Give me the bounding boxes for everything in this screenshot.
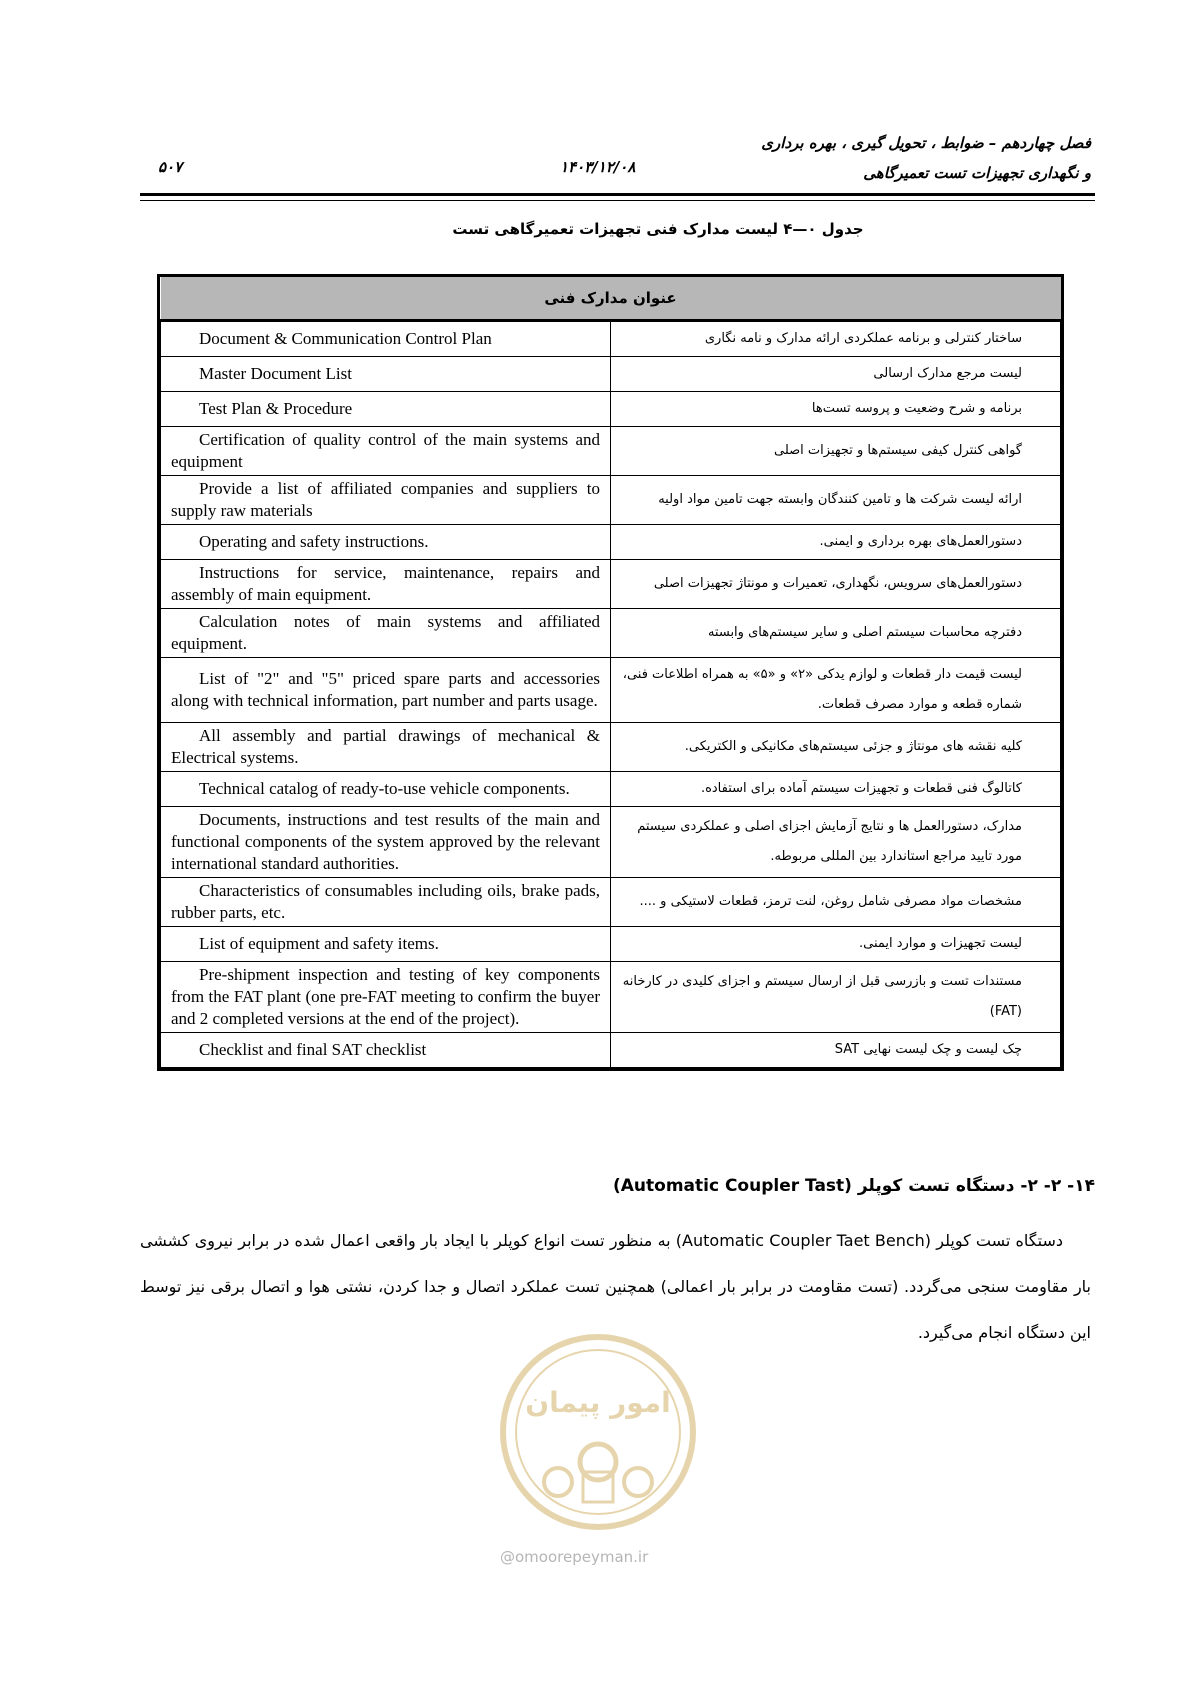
header-rule-thin bbox=[140, 200, 1095, 201]
table-row bbox=[161, 772, 1061, 807]
table-cell-persian: لیست مرجع مدارک ارسالی bbox=[611, 357, 1061, 392]
section-body: دستگاه تست کوپلر (Automatic Coupler Taet Bench) به منظور تست انواع کوپلر با ایجاد بار واقعی اعمال شده در برابر نیروی کششی بار مقاومت سنجی می‌گردد. (تست مقاومت در برابر بار اعمالی) همچنین تست عملکرد اتصال و جدا کردن، نشتی هوا و اتصال برقی نیز توسط این دستگاه انجام می‌گیرد. bbox=[140, 1231, 1091, 1342]
table-cell-english: Characteristics of consumables including oils, brake pads, rubber parts, etc. bbox=[161, 878, 611, 927]
watermark-url: @omoorepeyman.ir bbox=[500, 1548, 649, 1566]
table-cell-persian: دستورالعمل‌های بهره برداری و ایمنی. bbox=[611, 525, 1061, 560]
table-cell-persian: چک لیست و چک لیست نهایی SAT bbox=[611, 1033, 1061, 1068]
table-header: عنوان مدارک فنی bbox=[161, 277, 1061, 321]
table-cell-english: Calculation notes of main systems and affiliated equipment. bbox=[161, 609, 611, 658]
table-cell-persian: کاتالوگ فنی قطعات و تجهیزات سیستم آماده برای استفاده. bbox=[611, 772, 1061, 807]
table-cell-english: Test Plan & Procedure bbox=[161, 392, 611, 427]
table-cell-persian: دستورالعمل‌های سرویس، نگهداری، تعمیرات و مونتاژ تجهیزات اصلی bbox=[611, 560, 1061, 609]
table-row bbox=[161, 357, 1061, 392]
table-cell-english: All assembly and partial drawings of mechanical & Electrical systems. bbox=[161, 723, 611, 772]
chapter-title-line1: فصل چهاردهم – ضوابط ، تحویل گیری ، بهره برداری bbox=[761, 134, 1091, 152]
table-cell-persian: لیست تجهیزات و موارد ایمنی. bbox=[611, 927, 1061, 962]
table-cell-persian: ساختار کنترلی و برنامه عملکردی ارائه مدارک و نامه نگاری bbox=[611, 321, 1061, 357]
table-cell-persian: دفترچه محاسبات سیستم اصلی و سایر سیستم‌های وابسته bbox=[611, 609, 1061, 658]
watermark-logo-icon bbox=[488, 1322, 708, 1552]
table-row bbox=[161, 609, 1061, 658]
table-cell-persian: مستندات تست و بازرسی قبل از ارسال سیستم و اجزای کلیدی در کارخانه (FAT) bbox=[611, 962, 1061, 1033]
table-row bbox=[161, 658, 1061, 723]
table-body bbox=[161, 321, 1061, 1068]
table-cell-persian: برنامه و شرح وضعیت و پروسه تست‌ها bbox=[611, 392, 1061, 427]
table-row bbox=[161, 476, 1061, 525]
table-cell-english: Certification of quality control of the main systems and equipment bbox=[161, 427, 611, 476]
table-caption: جدول ۰—۴ لیست مدارک فنی تجهیزات تعمیرگاهی تست bbox=[452, 220, 864, 238]
table-row bbox=[161, 392, 1061, 427]
table-row bbox=[161, 927, 1061, 962]
table-cell-persian: کلیه نقشه های مونتاژ و جزئی سیستم‌های مکانیکی و الکتریکی. bbox=[611, 723, 1061, 772]
table-cell-english: List of "2" and "5" priced spare parts and accessories along with technical information, part number and parts usage. bbox=[161, 658, 611, 723]
table-row bbox=[161, 560, 1061, 609]
table-cell-persian: لیست قیمت دار قطعات و لوازم یدکی «۲» و «۵» به همراه اطلاعات فنی، شماره قطعه و موارد مصرف قطعات. bbox=[611, 658, 1061, 723]
table-row bbox=[161, 723, 1061, 772]
documents-table bbox=[157, 274, 1064, 1071]
section-heading: ۱۴- ۲- ۲- دستگاه تست کوپلر (Automatic Coupler Tast) bbox=[612, 1176, 1095, 1196]
table-cell-english: Instructions for service, maintenance, repairs and assembly of main equipment. bbox=[161, 560, 611, 609]
table-row bbox=[161, 525, 1061, 560]
table-row bbox=[161, 427, 1061, 476]
table-cell-persian: ارائه لیست شرکت ها و تامین کنندگان وابسته جهت تامین مواد اولیه bbox=[611, 476, 1061, 525]
table-row bbox=[161, 807, 1061, 878]
page-number: ۵۰۷ bbox=[158, 158, 183, 176]
table-cell-persian: مشخصات مواد مصرفی شامل روغن، لنت ترمز، قطعات لاستیکی و .... bbox=[611, 878, 1061, 927]
header-date: ۱۴۰۳/۱۲/۰۸ bbox=[560, 158, 636, 176]
chapter-title bbox=[761, 128, 1091, 188]
table-row bbox=[161, 1033, 1061, 1068]
chapter-title-line2: و نگهداری تجهیزات تست تعمیرگاهی bbox=[863, 164, 1091, 182]
table-cell-english: Checklist and final SAT checklist bbox=[161, 1033, 611, 1068]
table-row bbox=[161, 321, 1061, 357]
table-cell-persian: مدارک، دستورالعمل ها و نتایج آزمایش اجزای اصلی و عملکردی سیستم مورد تایید مراجع استاندارد بین المللی مربوطه. bbox=[611, 807, 1061, 878]
table-row bbox=[161, 962, 1061, 1033]
table-cell-english: List of equipment and safety items. bbox=[161, 927, 611, 962]
table-cell-english: Document & Communication Control Plan bbox=[161, 321, 611, 357]
header-rule-thick bbox=[140, 193, 1095, 196]
table-cell-english: Documents, instructions and test results of the main and functional components of the system approved by the relevant international standard authorities. bbox=[161, 807, 611, 878]
table-row bbox=[161, 878, 1061, 927]
table-cell-english: Technical catalog of ready-to-use vehicle components. bbox=[161, 772, 611, 807]
table-cell-english: Operating and safety instructions. bbox=[161, 525, 611, 560]
table-cell-english: Provide a list of affiliated companies and suppliers to supply raw materials bbox=[161, 476, 611, 525]
watermark-logo-text: امور پیمان bbox=[525, 1386, 671, 1419]
table-cell-persian: گواهی کنترل کیفی سیستم‌ها و تجهیزات اصلی bbox=[611, 427, 1061, 476]
table-cell-english: Master Document List bbox=[161, 357, 611, 392]
table-cell-english: Pre-shipment inspection and testing of key components from the FAT plant (one pre-FAT meeting to confirm the buyer and 2 completed versions at the end of the project). bbox=[161, 962, 611, 1033]
